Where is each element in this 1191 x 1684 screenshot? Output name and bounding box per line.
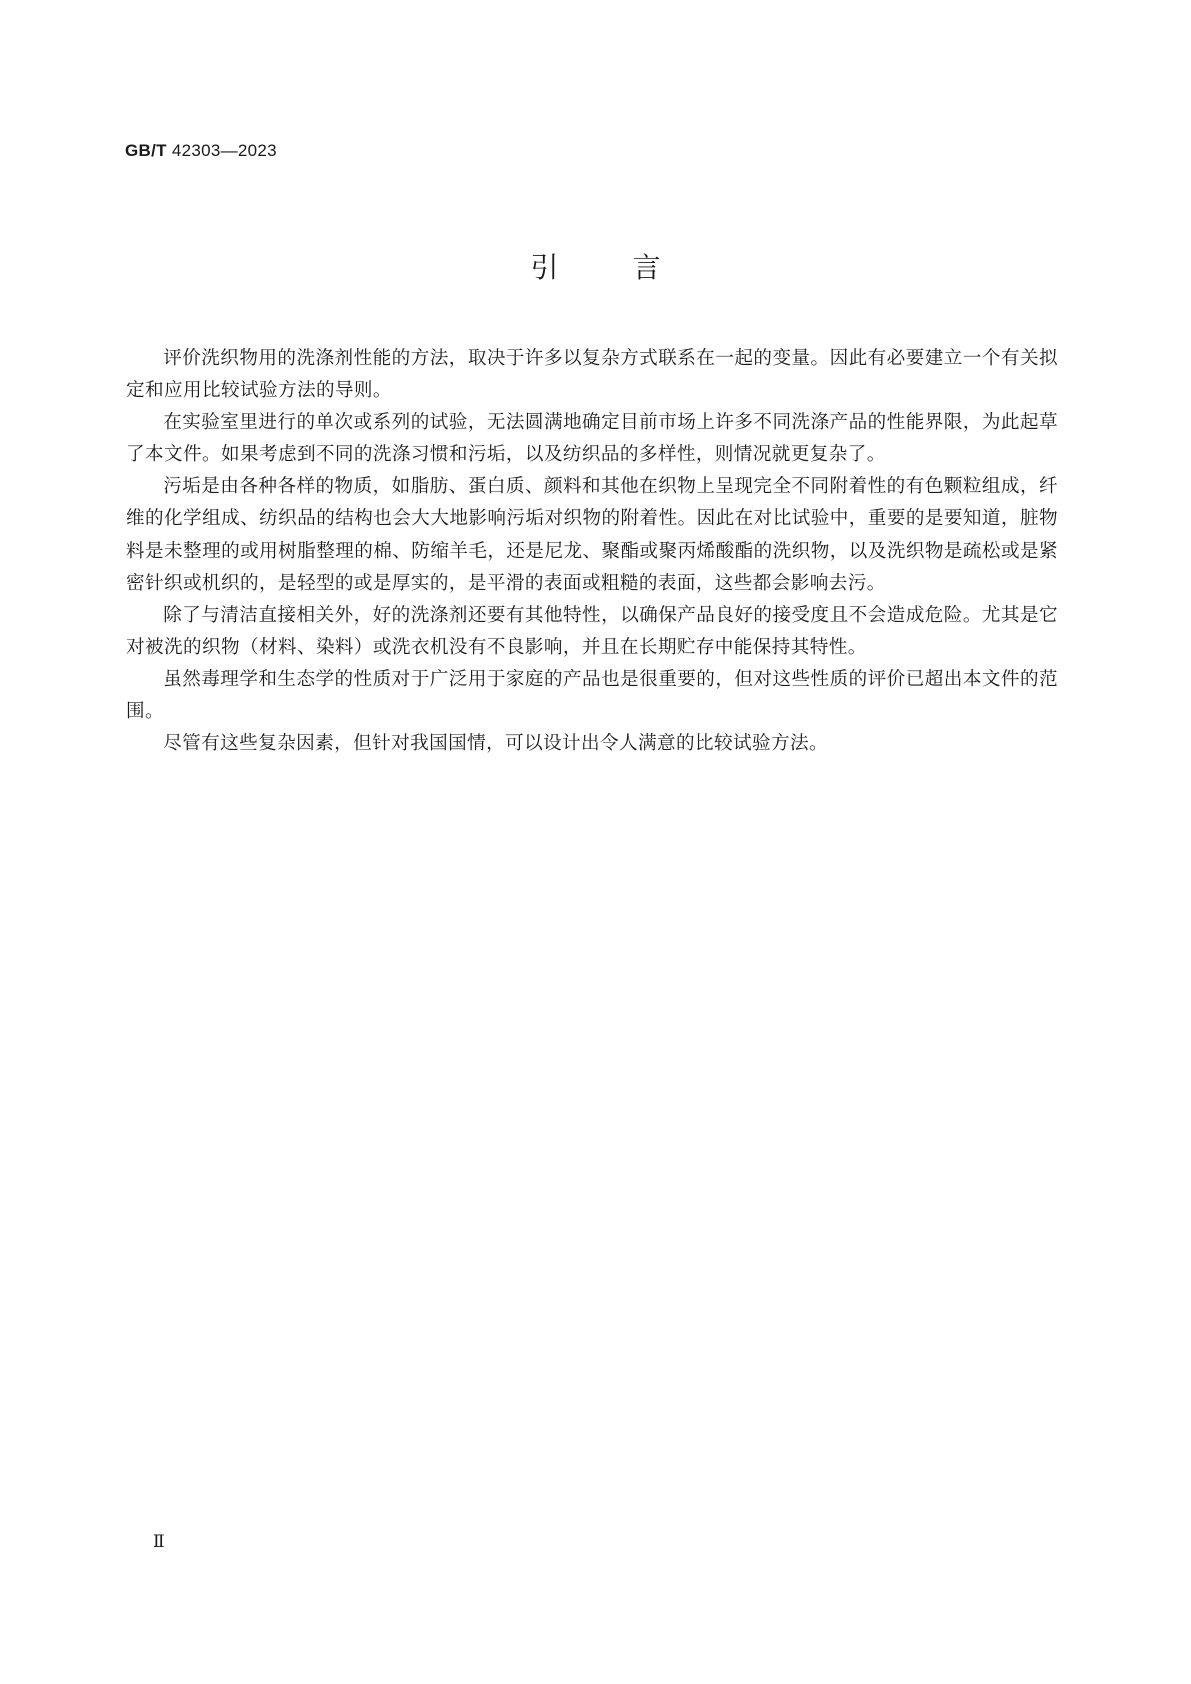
paragraph: 污垢是由各种各样的物质，如脂肪、蛋白质、颜料和其他在织物上呈现完全不同附着性的有色颗粒组成，纤维的化学组成、纺织品的结构也会大大地影响污垢对织物的附着性。因此在对比试验中，重要的是要知道，脏物料是未整理的或用树脂整理的棉、防缩羊毛，还是尼龙、聚酯或聚丙烯酸酯的洗织物，以及洗织物是疏松或是紧密针织或机织的，是轻型的或是厚实的，是平滑的表面或粗糙的表面，这些都会影响去污。 xyxy=(126,476,1058,594)
paragraph: 虽然毒理学和生态学的性质对于广泛用于家庭的产品也是很重要的，但对这些性质的评价已超出本文件的范围。 xyxy=(126,668,1058,723)
paragraph: 评价洗织物用的洗涤剂性能的方法，取决于许多以复杂方式联系在一起的变量。因此有必要建立一个有关拟定和应用比较试验方法的导则。 xyxy=(126,348,1058,402)
section-title: 引言 xyxy=(530,251,735,284)
standard-number: 42303—2023 xyxy=(171,141,277,160)
page-number: Ⅱ xyxy=(153,1532,165,1551)
paragraph: 在实验室里进行的单次或系列的试验，无法圆满地确定目前市场上许多不同洗涤产品的性能界限，为此起草了本文件。如果考虑到不同的洗涤习惯和污垢，以及纺织品的多样性，则情况就更复杂了。 xyxy=(126,412,1058,466)
section-body xyxy=(126,343,1058,760)
paragraph: 尽管有这些复杂因素，但针对我国国情，可以设计出令人满意的比较试验方法。 xyxy=(163,733,828,755)
paragraph: 除了与清洁直接相关外，好的洗涤剂还要有其他特性，以确保产品良好的接受度且不会造成危险。尤其是它对被洗的织物（材料、染料）或洗衣机没有不良影响，并且在长期贮存中能保持其特性。 xyxy=(126,604,1058,658)
document-code xyxy=(125,141,277,161)
standard-prefix: GB/T xyxy=(125,141,167,160)
